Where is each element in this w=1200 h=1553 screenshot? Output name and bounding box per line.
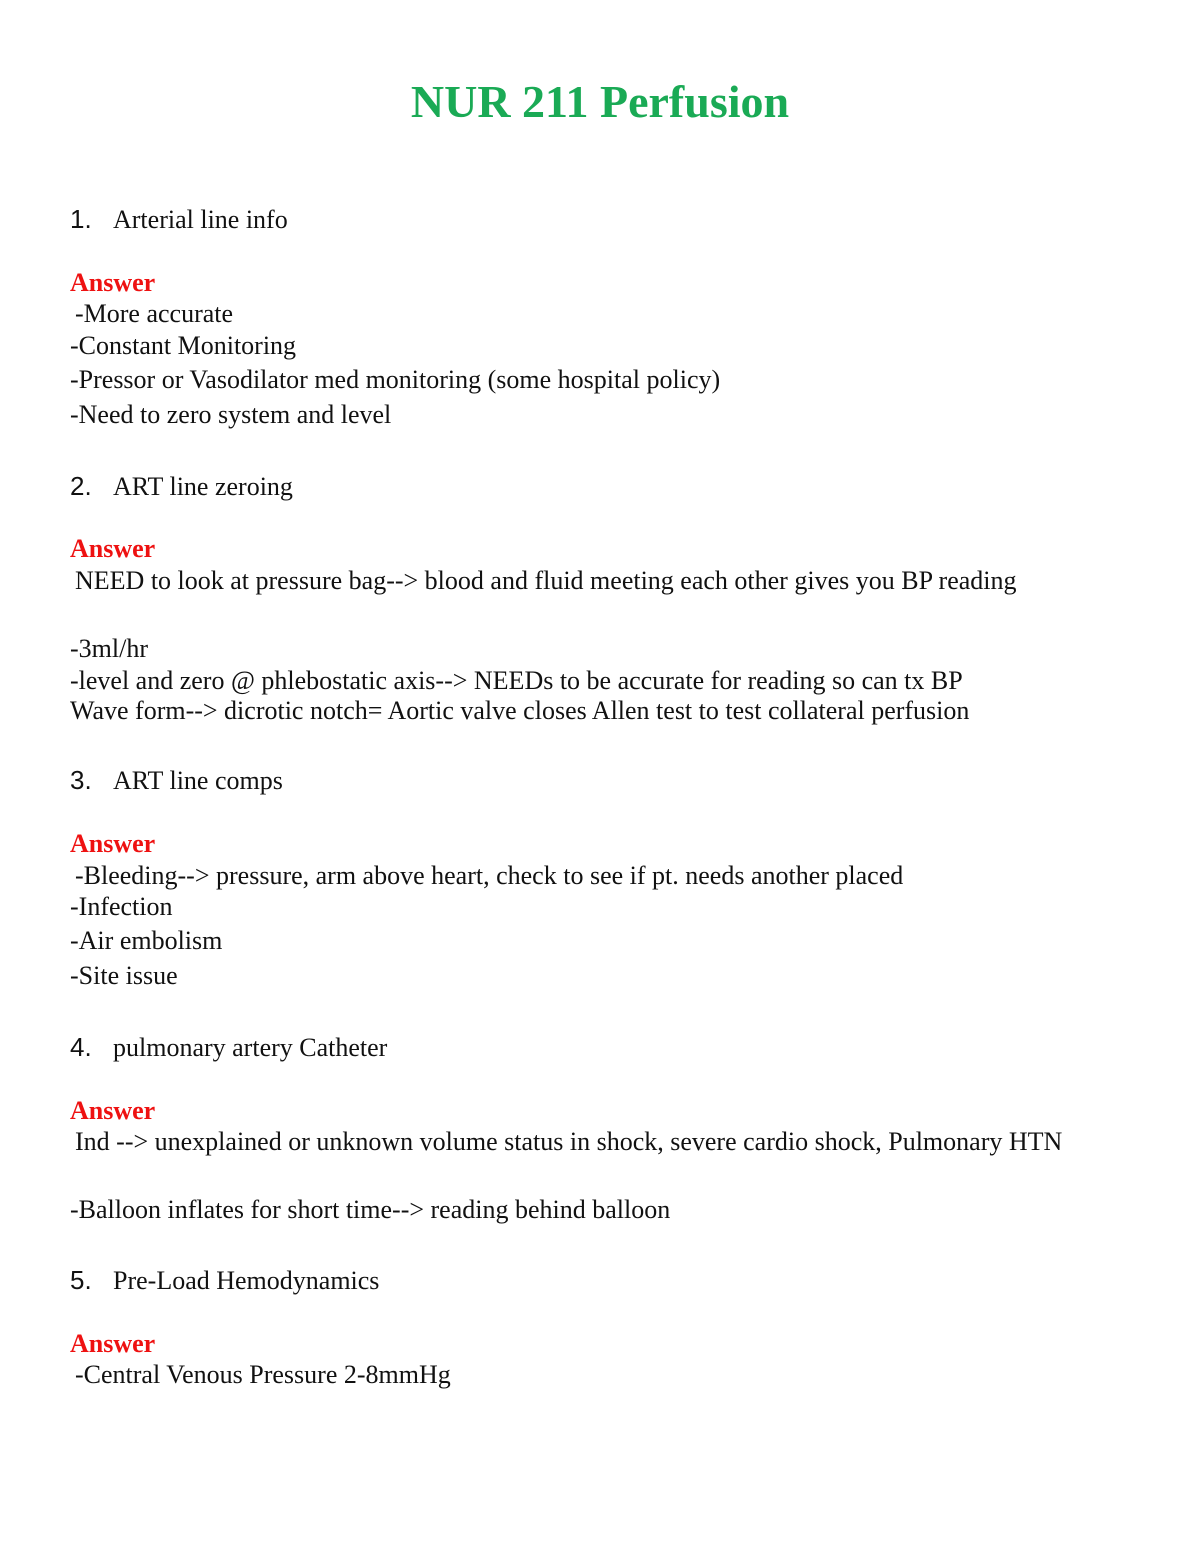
answer-line: -level and zero @ phlebostatic axis--> NEEDs to be accurate for reading so can tx BP	[70, 666, 963, 695]
question-number: 3.	[70, 765, 92, 795]
answer-line: Ind --> unexplained or unknown volume status in shock, severe cardio shock, Pulmonary HTN	[75, 1127, 1063, 1156]
answer-line: -Site issue	[70, 961, 178, 990]
question-2	[70, 470, 293, 503]
question-text: ART line comps	[113, 766, 283, 795]
answer-line: -Infection	[70, 892, 173, 921]
question-1	[70, 203, 288, 236]
document-title: NUR 211 Perfusion	[410, 76, 790, 127]
question-text: ART line zeroing	[113, 472, 293, 501]
answer-line: -More accurate	[75, 299, 234, 328]
answer-line: -Constant Monitoring	[70, 331, 297, 360]
question-number: 1.	[70, 204, 92, 234]
question-text: Pre-Load Hemodynamics	[113, 1266, 380, 1295]
answer-line: -3ml/hr	[70, 634, 148, 663]
answer-label: Answer	[70, 829, 156, 858]
question-number: 2.	[70, 471, 92, 501]
answer-label: Answer	[70, 1096, 156, 1125]
answer-line: -Central Venous Pressure 2-8mmHg	[75, 1360, 451, 1389]
question-4	[70, 1031, 387, 1064]
answer-line: -Bleeding--> pressure, arm above heart, check to see if pt. needs another placed	[75, 861, 904, 890]
answer-line: NEED to look at pressure bag--> blood and fluid meeting each other gives you BP reading	[75, 566, 1017, 595]
answer-label: Answer	[70, 1329, 156, 1358]
question-5	[70, 1264, 379, 1297]
answer-line: -Balloon inflates for short time--> reading behind balloon	[70, 1195, 671, 1224]
answer-line: -Air embolism	[70, 926, 223, 955]
question-text: Arterial line info	[113, 205, 288, 234]
question-3	[70, 764, 283, 797]
answer-label: Answer	[70, 534, 156, 563]
answer-line: Wave form--> dicrotic notch= Aortic valve closes Allen test to test collateral perfusion	[70, 696, 970, 725]
question-text: pulmonary artery Catheter	[113, 1033, 388, 1062]
question-number: 5.	[70, 1265, 92, 1295]
question-number: 4.	[70, 1032, 92, 1062]
answer-line: -Pressor or Vasodilator med monitoring (some hospital policy)	[70, 365, 721, 394]
answer-label: Answer	[70, 268, 156, 297]
answer-line: -Need to zero system and level	[70, 400, 392, 429]
